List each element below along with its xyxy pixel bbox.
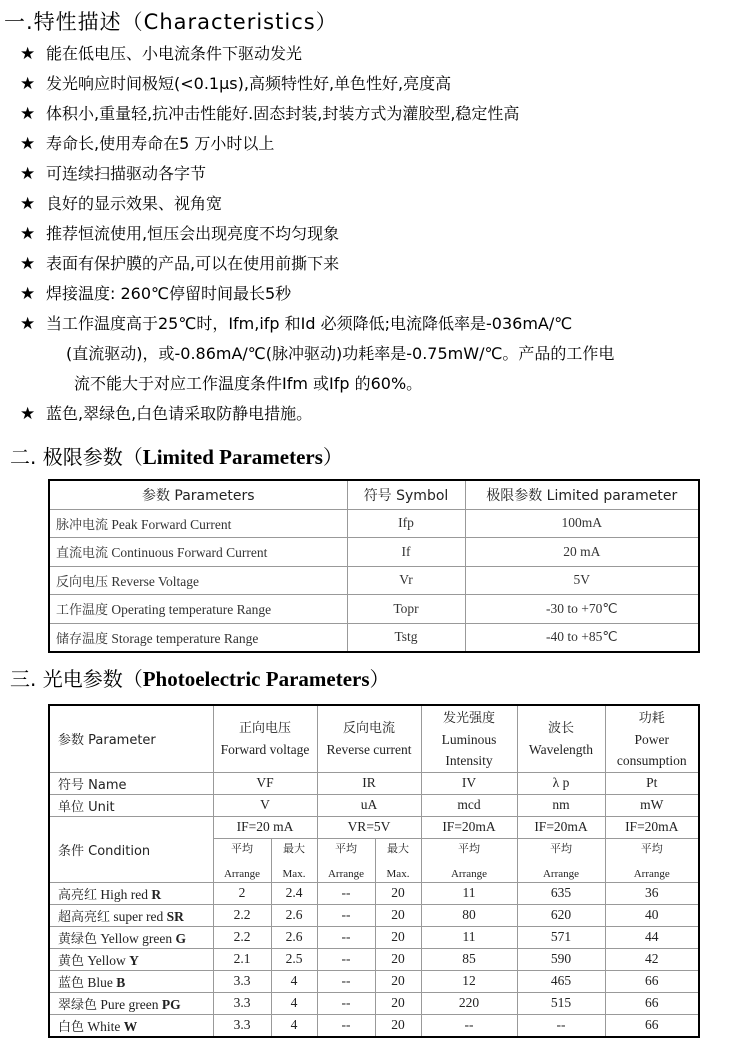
param-symbol: Ifp [347, 509, 465, 538]
condition-row [49, 816, 699, 838]
feature-text: 推荐恒流使用,恒压会出现亮度不均匀现象 [46, 224, 340, 243]
star-icon: ★ [20, 44, 36, 64]
param-value: 20 mA [465, 538, 699, 567]
param-name [49, 538, 347, 567]
wavelength-value: 515 [517, 992, 605, 1014]
color-name: 白色 White W [49, 1014, 213, 1037]
feature-item [20, 164, 207, 184]
unit-row [49, 794, 699, 816]
vf-max: 4 [271, 970, 317, 992]
star-icon: ★ [20, 224, 36, 244]
sub-iv-avg: 平均 Arrange [421, 838, 517, 882]
param-name [49, 623, 347, 652]
section-3-title: 三. 光电参数（Photoelectric Parameters） [10, 667, 390, 691]
param-symbol: Vr [347, 566, 465, 595]
param-name-cn: 储存温度 [56, 631, 109, 647]
table-row [49, 882, 699, 904]
feature-item [20, 44, 303, 64]
param-name-cn: 脉冲电流 [56, 517, 109, 533]
unit-label: 单位 Unit [49, 794, 213, 816]
table-row [49, 623, 699, 652]
table-row [49, 926, 699, 948]
iv-value: -- [421, 1014, 517, 1037]
star-icon: ★ [20, 254, 36, 274]
param-name-en: Peak Forward Current [111, 516, 232, 532]
header-power: 功耗 Power consumption [605, 705, 699, 772]
color-name: 翠绿色 Pure green PG [49, 992, 213, 1014]
power-value: 40 [605, 904, 699, 926]
param-symbol: Tstg [347, 623, 465, 652]
condition-pt: IF=20mA [605, 816, 699, 838]
vf-avg: 2 [213, 882, 271, 904]
table-row [49, 538, 699, 567]
star-icon: ★ [20, 134, 36, 154]
vf-max: 2.4 [271, 882, 317, 904]
symbol-label: 符号 Name [49, 772, 213, 794]
feature-item-continuation: (直流驱动)，或-0.86mA/℃(脉冲驱动)功耗率是-0.75mW/℃。产品的工作电 [66, 344, 615, 363]
vf-max: 2.6 [271, 926, 317, 948]
vf-max: 2.6 [271, 904, 317, 926]
ir-avg: -- [317, 992, 375, 1014]
ir-avg: -- [317, 970, 375, 992]
feature-text: 焊接温度: 260℃停留时间最长5秒 [46, 284, 292, 303]
vf-max: 4 [271, 992, 317, 1014]
param-value: -30 to +70℃ [465, 595, 699, 624]
feature-item-continuation: 流不能大于对应工作温度条件Ifm 或Ifp 的60%。 [74, 374, 423, 393]
header-wavelength: 波长 Wavelength [517, 705, 605, 772]
header-limited-parameter: 极限参数 Limited parameter [465, 480, 699, 509]
section-2-title: 二. 极限参数（Limited Parameters） [10, 445, 343, 469]
unit-pt: mW [605, 794, 699, 816]
param-value: -40 to +85℃ [465, 623, 699, 652]
param-symbol: Topr [347, 595, 465, 624]
wavelength-value: 620 [517, 904, 605, 926]
section-1-title: 一.特性描述（Characteristics） [4, 10, 338, 34]
power-value: 66 [605, 970, 699, 992]
feature-text: 良好的显示效果、视角宽 [46, 194, 223, 213]
table-row [49, 595, 699, 624]
table-row [49, 948, 699, 970]
feature-item [20, 254, 340, 274]
ir-avg: -- [317, 904, 375, 926]
sub-ir-avg: 平均 Arrange [317, 838, 375, 882]
header-parameters: 参数 Parameters [49, 480, 347, 509]
ir-max: 20 [375, 948, 421, 970]
limited-parameters-table [48, 479, 700, 653]
feature-item [20, 224, 340, 244]
iv-value: 80 [421, 904, 517, 926]
param-name [49, 509, 347, 538]
param-name-en: Operating temperature Range [111, 602, 272, 618]
vf-avg: 3.3 [213, 992, 271, 1014]
sub-wl-avg: 平均 Arrange [517, 838, 605, 882]
photoelectric-parameters-table [48, 704, 700, 1038]
param-name-en: Reverse Voltage [111, 573, 199, 589]
wavelength-value: 571 [517, 926, 605, 948]
feature-item [20, 104, 520, 124]
param-name-en: Continuous Forward Current [111, 545, 268, 561]
header-reverse-current: 反向电流 Reverse current [317, 705, 421, 772]
wavelength-value: 465 [517, 970, 605, 992]
header-luminous-intensity: 发光强度 Luminous Intensity [421, 705, 517, 772]
param-value: 5V [465, 566, 699, 595]
table-row [49, 1014, 699, 1037]
feature-item [20, 314, 573, 334]
ir-max: 20 [375, 904, 421, 926]
wavelength-value: 590 [517, 948, 605, 970]
table-row [49, 904, 699, 926]
power-value: 44 [605, 926, 699, 948]
star-icon: ★ [20, 314, 36, 334]
ir-avg: -- [317, 948, 375, 970]
param-name-en: Storage temperature Range [111, 630, 259, 646]
feature-item [20, 74, 452, 94]
table-header-row [49, 480, 699, 509]
symbol-iv: IV [421, 772, 517, 794]
sub-vf-avg: 平均 Arrange [213, 838, 271, 882]
header-symbol: 符号 Symbol [347, 480, 465, 509]
vf-avg: 3.3 [213, 1014, 271, 1037]
vf-avg: 2.1 [213, 948, 271, 970]
color-name: 超高亮红 super red SR [49, 904, 213, 926]
feature-text: 表面有保护膜的产品,可以在使用前撕下来 [46, 254, 340, 273]
param-name-cn: 反向电压 [56, 574, 109, 590]
param-name [49, 566, 347, 595]
star-icon: ★ [20, 74, 36, 94]
unit-wl: nm [517, 794, 605, 816]
ir-max: 20 [375, 926, 421, 948]
iv-value: 220 [421, 992, 517, 1014]
vf-avg: 3.3 [213, 970, 271, 992]
unit-iv: mcd [421, 794, 517, 816]
header-forward-voltage: 正向电压 Forward voltage [213, 705, 317, 772]
sub-pt-avg: 平均 Arrange [605, 838, 699, 882]
iv-value: 85 [421, 948, 517, 970]
ir-avg: -- [317, 1014, 375, 1037]
feature-text: 可连续扫描驱动各字节 [46, 164, 207, 183]
ir-avg: -- [317, 882, 375, 904]
iv-value: 12 [421, 970, 517, 992]
unit-ir: uA [317, 794, 421, 816]
table-row [49, 566, 699, 595]
param-name-cn: 直流电流 [56, 546, 109, 562]
star-icon: ★ [20, 404, 36, 424]
color-name: 高亮红 High red R [49, 882, 213, 904]
symbol-ir: IR [317, 772, 421, 794]
feature-item [20, 134, 275, 154]
feature-text: 当工作温度高于25℃时，Ifm,ifp 和Id 必须降低;电流降低率是-036mA/℃ [46, 314, 573, 333]
power-value: 66 [605, 1014, 699, 1037]
table-row [49, 992, 699, 1014]
feature-text: 蓝色,翠绿色,白色请采取防静电措施。 [46, 404, 313, 423]
condition-ir: VR=5V [317, 816, 421, 838]
color-name: 黄绿色 Yellow green G [49, 926, 213, 948]
color-name: 蓝色 Blue B [49, 970, 213, 992]
vf-avg: 2.2 [213, 926, 271, 948]
ir-max: 20 [375, 882, 421, 904]
iv-value: 11 [421, 882, 517, 904]
vf-avg: 2.2 [213, 904, 271, 926]
power-value: 42 [605, 948, 699, 970]
star-icon: ★ [20, 104, 36, 124]
param-symbol: If [347, 538, 465, 567]
feature-text: 发光响应时间极短(<0.1μs),高频特性好,单色性好,亮度高 [46, 74, 452, 93]
param-name [49, 595, 347, 624]
table-row [49, 970, 699, 992]
param-header: 参数 Parameter [49, 705, 213, 772]
vf-max: 4 [271, 1014, 317, 1037]
header-row [49, 705, 699, 772]
feature-item [20, 194, 223, 214]
iv-value: 11 [421, 926, 517, 948]
vf-max: 2.5 [271, 948, 317, 970]
ir-avg: -- [317, 926, 375, 948]
power-value: 36 [605, 882, 699, 904]
star-icon: ★ [20, 164, 36, 184]
symbol-pt: Pt [605, 772, 699, 794]
feature-text: 能在低电压、小电流条件下驱动发光 [46, 44, 303, 63]
symbol-row [49, 772, 699, 794]
unit-vf: V [213, 794, 317, 816]
table-row [49, 509, 699, 538]
symbol-wl: λ p [517, 772, 605, 794]
condition-vf: IF=20 mA [213, 816, 317, 838]
param-value: 100mA [465, 509, 699, 538]
condition-wl: IF=20mA [517, 816, 605, 838]
star-icon: ★ [20, 284, 36, 304]
wavelength-value: -- [517, 1014, 605, 1037]
feature-text: 体积小,重量轻,抗冲击性能好.固态封装,封装方式为灌胶型,稳定性高 [46, 104, 520, 123]
condition-iv: IF=20mA [421, 816, 517, 838]
power-value: 66 [605, 992, 699, 1014]
feature-item [20, 404, 313, 424]
ir-max: 20 [375, 970, 421, 992]
sub-ir-max: 最大 Max. [375, 838, 421, 882]
color-name: 黄色 Yellow Y [49, 948, 213, 970]
sub-vf-max: 最大 Max. [271, 838, 317, 882]
feature-text: 寿命长,使用寿命在5 万小时以上 [46, 134, 275, 153]
param-name-cn: 工作温度 [56, 603, 109, 619]
wavelength-value: 635 [517, 882, 605, 904]
symbol-vf: VF [213, 772, 317, 794]
star-icon: ★ [20, 194, 36, 214]
ir-max: 20 [375, 1014, 421, 1037]
ir-max: 20 [375, 992, 421, 1014]
feature-item [20, 284, 292, 304]
condition-label: 条件 Condition [49, 816, 213, 882]
